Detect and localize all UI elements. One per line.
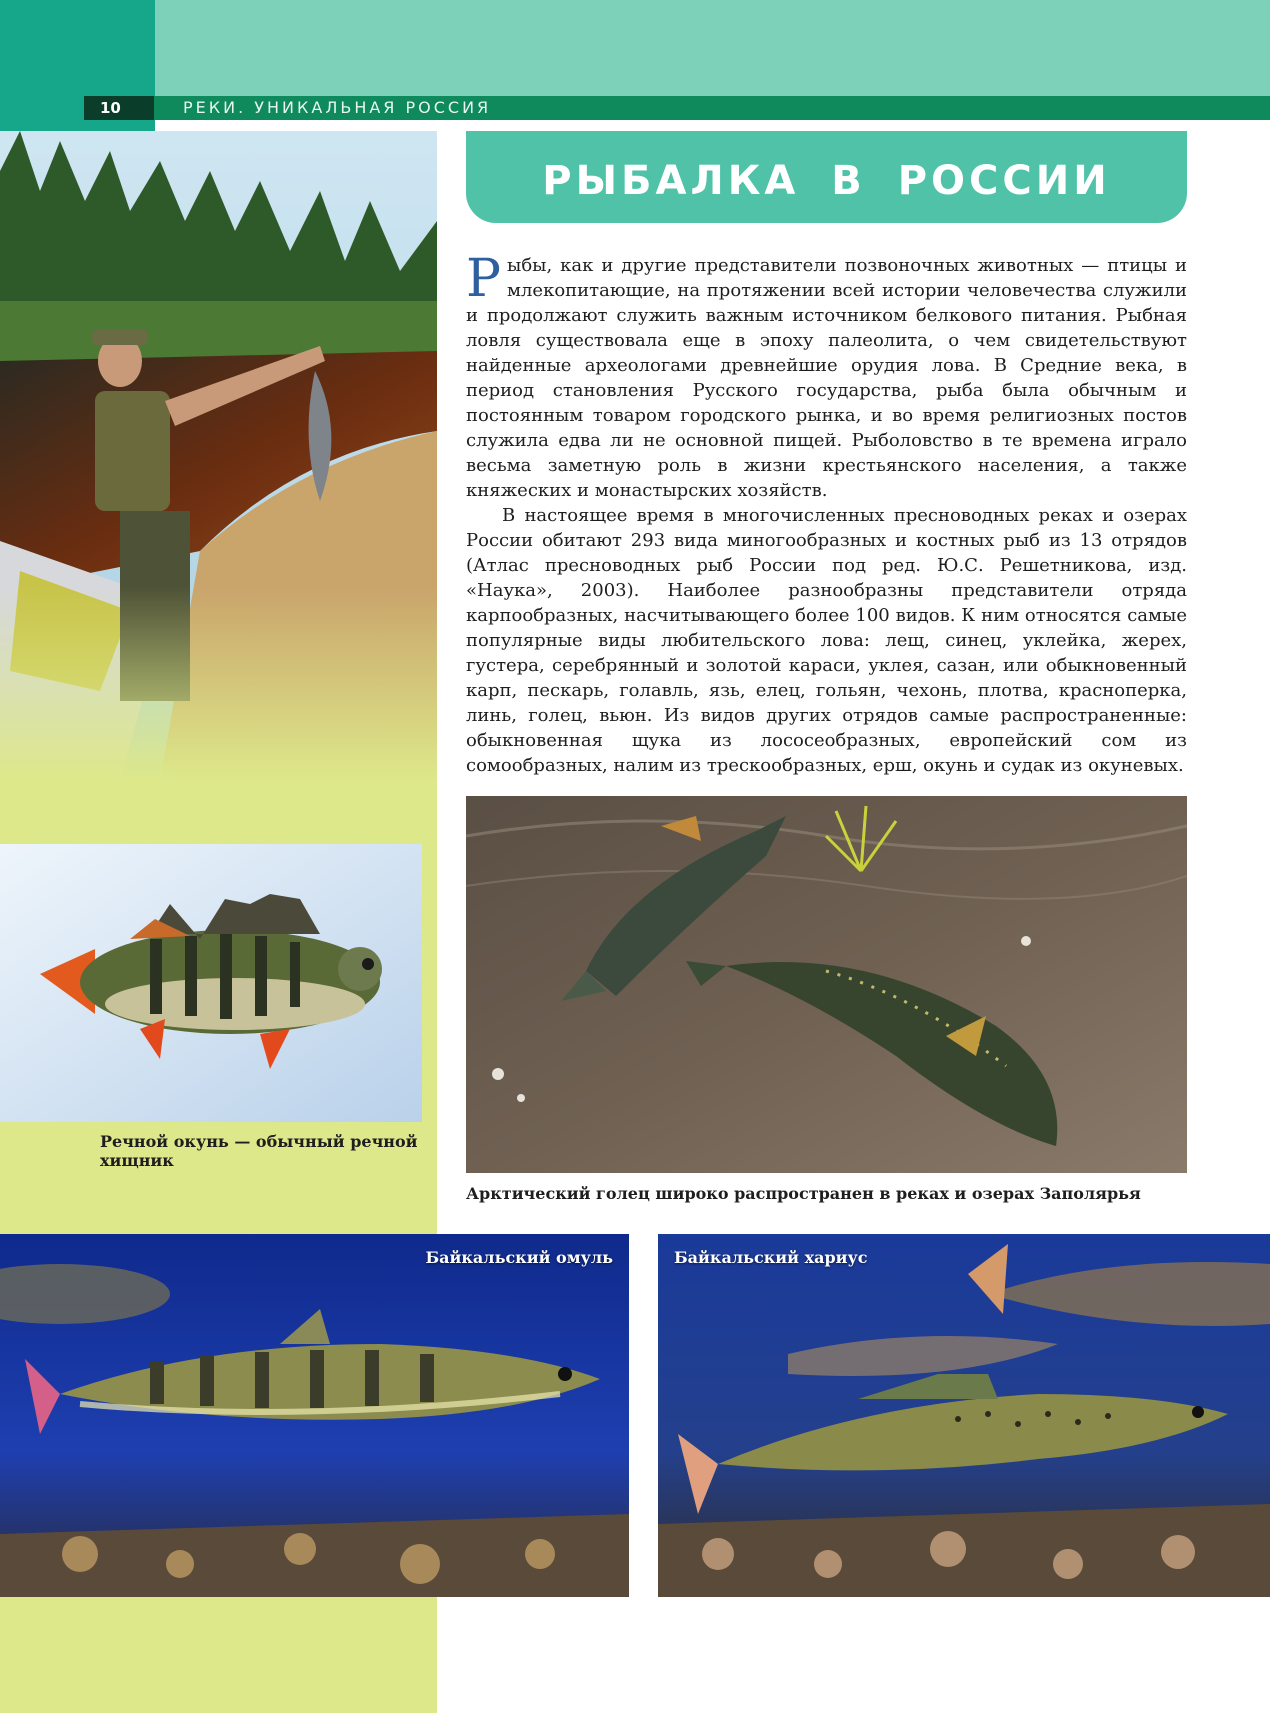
fisherman-photo [0, 131, 437, 781]
omul-photo [0, 1234, 629, 1597]
drop-cap: Р [466, 249, 501, 309]
grayling-label: Байкальский хариус [674, 1248, 868, 1267]
header-band [0, 0, 1270, 96]
arctic-char-caption: Арктический голец широко распространен в реках и озерах Заполярья [466, 1184, 1141, 1203]
arctic-char-photo [466, 796, 1187, 1173]
paragraph-1-text: ыбы, как и другие представители позвоночных животных — птицы и млекопитающие, на протяжении всей истории человечества служили и продолжают служить важным источником белкового питания. Рыбная ловля существовала еще в эпоху палеолита, о чем свидетельствуют найденные археологами древнейшие орудия лова. В Средние века, в период становления Русского государства, рыба была обычным и постоянным товаром городского рынка, и во время религиозных постов служила едва ли не основной пищей. Рыболовство в те времена играло весьма заметную роль в жизни крестьянского населения, а также княжеских и монастырских хозяйств. [466, 255, 1187, 501]
omul-label: Байкальский омуль [425, 1248, 613, 1267]
paragraph-2: В настоящее время в многочисленных пресноводных реках и озерах России обитают 293 вида миногообразных и костных рыб из 13 отрядов (Атлас пресноводных рыб России под ред. Ю.С. Решетникова, изд. «Наука», 2003). Наиболее разнообразны представители отряда карпообразных, насчитывающего более 100 видов. К ним относятся самые популярные виды любительского лова: лещ, синец, уклейка, жерех, густера, серебрянный и золотой караси, уклея, сазан, или обыкновенный карп, пескарь, голавль, язь, елец, гольян, чехонь, плотва, красноперка, линь, голец, вьюн. Из видов других отрядов самые распространенные: обыкновенная щука из лососеобразных, европейский сом из сомообразных, налим из трескообразных, ерш, окунь и судак из окуневых. [466, 505, 1187, 776]
paragraph-1 [466, 249, 1187, 503]
perch-photo [0, 844, 422, 1122]
grayling-photo [658, 1234, 1270, 1597]
running-head: РЕКИ. УНИКАЛЬНАЯ РОССИЯ [183, 98, 492, 117]
article-body [466, 249, 1187, 778]
perch-caption: Речной окунь — обычный речной хищник [100, 1132, 418, 1170]
page-title: РЫБАЛКА В РОССИИ [542, 158, 1111, 204]
page-number: 10 [84, 96, 154, 120]
